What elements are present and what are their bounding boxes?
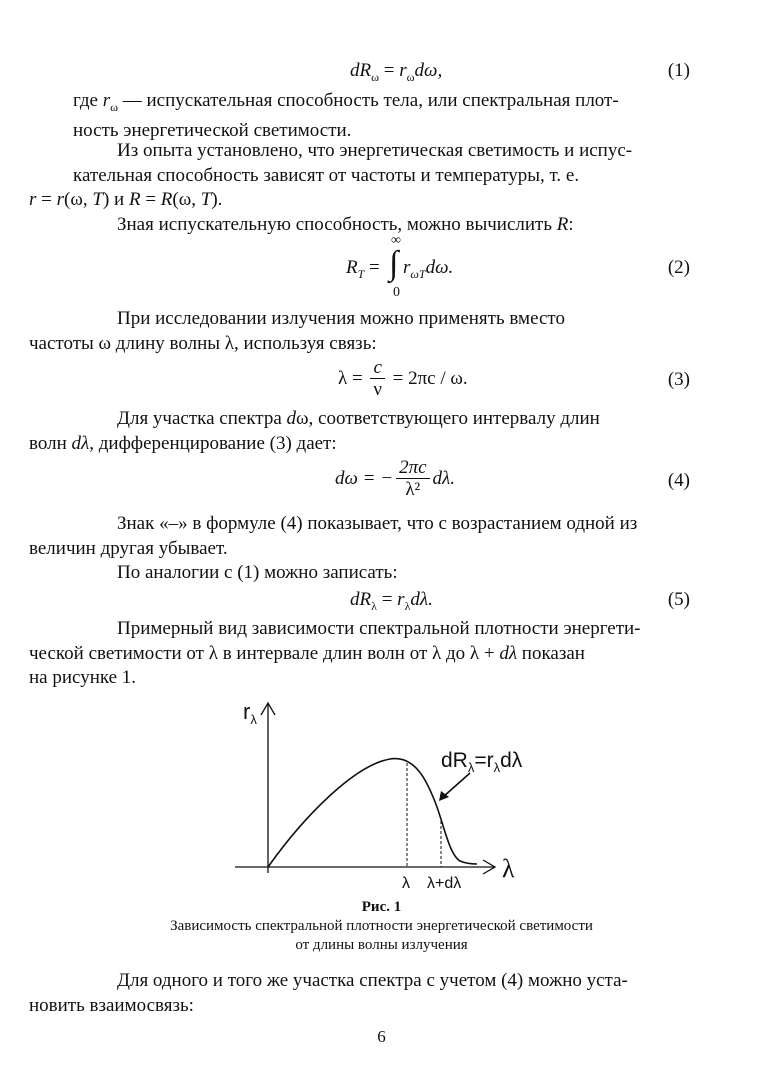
equation-3-number: (3) [667,369,690,390]
p6-line-1: Знак «–» в формуле (4) показывает, что с возрастанием одной из [117,513,638,534]
eq3-lhs: λ = [338,367,368,389]
equation-5-number: (5) [667,589,690,610]
eq2-tail: dω. [425,257,454,278]
eq3-body [338,358,468,401]
eq2-integral-sign: ∫ [389,245,399,282]
p5-text-2c: , дифференцирование (3) дает: [89,432,337,454]
p1-var-r: r [102,90,111,111]
p3-var: R [556,214,569,235]
annotation-formula: $dR_\lambda=r_\lambda d\lambda$ [441,749,523,775]
paragraph-5 [29,407,690,456]
caption-title: Рис. 1 [361,899,402,915]
p2-T1: T [92,189,103,210]
eq2-lower-limit: 0 [393,285,400,300]
equation-5 [73,589,690,619]
equation-4-number: (4) [667,470,690,491]
eq5-lhs: dR [350,589,372,610]
eq3-denominator: ν [373,379,382,400]
eq5-rhs: r [397,589,405,610]
tick-lambda: λ [402,875,410,892]
p3-text: Зная испускательную способность, можно вычислить [117,214,557,235]
equation-4 [73,458,690,508]
paragraph-9 [29,969,690,1018]
p1-var-r-sub: ω [110,99,119,114]
eq4-denominator: λ² [405,479,421,500]
p2-r: r [29,189,37,210]
p9-line-1: Для одного и того же участка спектра с учетом (4) можно уста- [117,970,628,991]
tick-lambda-plus-dlambda: λ+dλ [427,875,462,892]
p2-r2: r [56,189,65,210]
p2-end: ). [211,189,223,210]
eq4-tail: dλ. [432,467,455,489]
eq2-integrand: r [403,257,411,278]
x-axis-label: λ [502,854,515,883]
p2-and: ) и [102,189,129,210]
caption-line-1: Зависимость спектральной плотности энергетической светимости [170,918,593,934]
equation-1 [73,60,690,90]
eq5-lhs-sub: λ [371,598,377,613]
eq3-rhs: = 2πc / ω. [387,367,468,389]
eq2-lhs-sub: T [357,266,365,281]
p2-R: R [128,189,141,210]
equation-1-number: (1) [667,60,690,81]
p9-line-2: новить взаимосвязь: [29,994,194,1016]
p5-text-1c: ω, соответствующего интервалу длин [296,408,600,429]
p5-line-2 [29,433,337,454]
paragraph-2 [29,139,690,213]
p2-eq2: = [140,189,161,210]
equation-2-number: (2) [667,257,690,278]
p1-text-c: ность энергетической светимости. [73,120,352,142]
y-axis-label: $r_\lambda$ [243,699,257,727]
p8-text-2a: ческой светимости от λ в интервале длин волн от λ до λ + [29,642,500,664]
p2-eq1: = [36,189,57,210]
p5-var-dl: dλ [71,432,90,454]
eq5-equals: = [376,589,398,610]
p8-line-1: Примерный вид зависимости спектральной плотности энергети- [117,618,641,639]
p1-text-b: — испускательная способность тела, или спектральная плот- [118,90,619,111]
eq3-fraction [370,358,384,401]
paragraph-1 [73,89,690,144]
paragraph-6 [29,512,690,561]
eq2-upper-limit: ∞ [391,233,401,248]
p1-text-a: где [73,90,103,111]
p5-text-2a: волн [29,432,72,454]
caption-line-2: от длины волны излучения [295,937,468,953]
eq5-rhs-sub: λ [404,598,411,613]
equation-3 [73,358,690,402]
p2-omega1: (ω, [64,189,93,210]
equation-1-body [350,60,442,85]
eq4-numerator: 2πc [396,458,429,479]
p2-line-1: Из опыта установлено, что энергетическая светимость и испус- [117,140,633,161]
eq1-rhs-sub: ω [406,69,415,84]
p4-line-1: При исследовании излучения можно применять вместо [117,308,565,329]
p3-tail: : [568,214,574,235]
p4-line-2: частоты ω длину волны λ, используя связь: [29,332,377,354]
paragraph-8 [29,617,690,691]
p2-R2: R [160,189,173,210]
p8-line-2 [29,643,585,664]
eq1-lhs-sub: ω [371,69,380,84]
p6-line-2: величин другая убывает. [29,537,228,559]
p2-omega2: (ω, [172,189,201,210]
figure-caption [73,898,690,955]
annotation-arrow-line [443,773,470,797]
paragraph-7 [73,561,690,586]
eq4-fraction [396,458,429,501]
eq4-lhs: dω = − [335,467,394,489]
p5-text-1a: Для участка спектра [117,408,287,429]
eq2-equals: = [364,257,380,278]
eq3-numerator: c [370,358,384,379]
p2-T2: T [200,189,212,210]
p2-line-3 [29,189,222,210]
eq1-rhs-tail: dω, [414,60,443,81]
p5-var-d: d [286,408,297,429]
paragraph-4 [29,307,690,356]
eq2-lhs: R [346,257,358,278]
eq1-rhs: r [399,60,407,81]
equation-2 [73,233,690,303]
eq4-body [335,458,455,501]
p8-var-dl: dλ [499,642,518,664]
eq5-body [350,589,433,614]
eq2-lhs-group [346,257,380,282]
spectral-curve [268,759,477,867]
eq1-equals: = [379,60,400,81]
eq5-tail: dλ. [410,589,433,610]
p2-line-2: кательная способность зависят от частоты и температуры, т. е. [73,164,580,186]
p8-text-2c: показан [517,642,585,664]
eq1-lhs: dR [350,60,372,81]
eq2-integrand-sub: ωT [410,266,426,281]
p8-line-3: на рисунке 1. [29,667,137,688]
page-number: 6 [377,1027,386,1046]
spectral-density-figure [205,695,535,895]
p7-text: По аналогии с (1) можно записать: [117,562,398,583]
eq2-integrand-group [403,257,453,282]
